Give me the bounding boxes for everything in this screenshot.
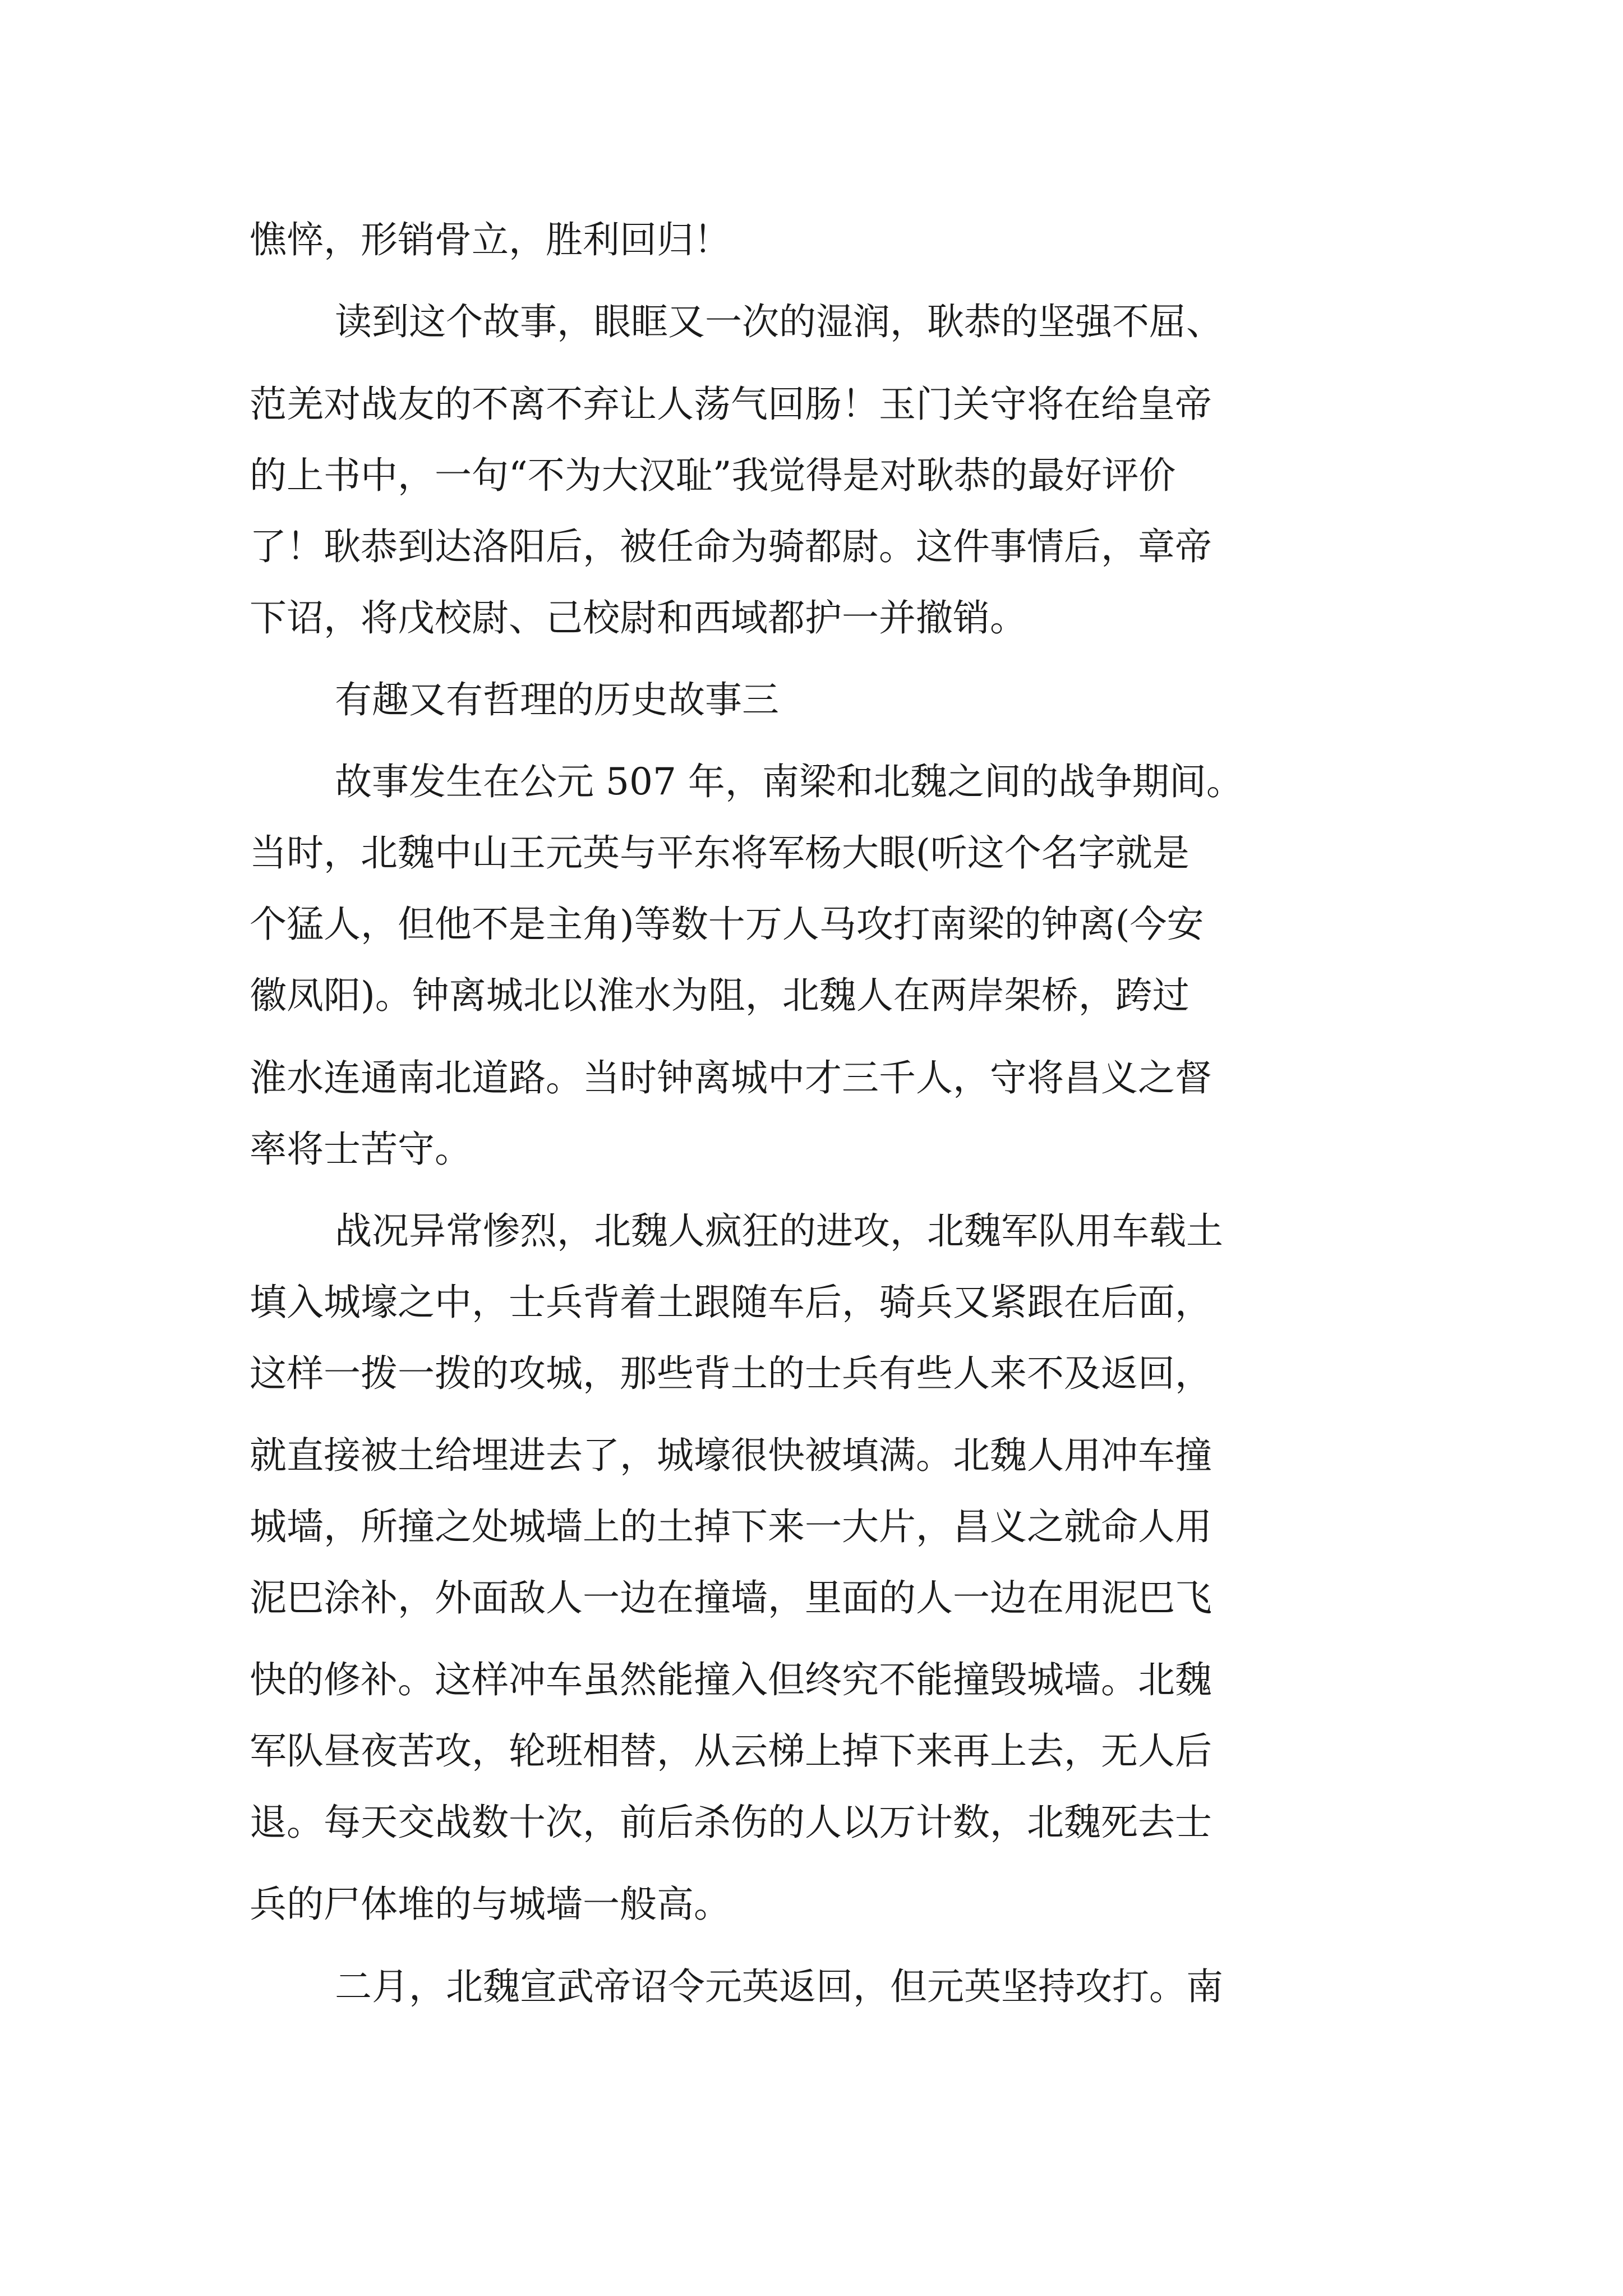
text-line: 徽凤阳)。钟离城北以淮水为阻，北魏人在两岸架桥，跨过	[250, 974, 1189, 1017]
text-line: 憔悴，形销骨立，胜利回归！	[250, 218, 731, 261]
text-line: 泥巴涂补，外面敌人一边在撞墙，里面的人一边在用泥巴飞	[250, 1576, 1212, 1619]
text-line: 范羌对战友的不离不弃让人荡气回肠！玉门关守将在给皇帝	[250, 383, 1212, 426]
text-line: 下诏，将戊校尉、己校尉和西域都护一并撤销。	[250, 596, 1027, 639]
text-line: 率将士苦守。	[250, 1128, 472, 1171]
text-line: 二月，北魏宣武帝诏令元英返回，但元英坚持攻打。南	[335, 1965, 1223, 2008]
section-heading: 有趣又有哲理的历史故事三	[335, 678, 779, 721]
text-line: 这样一拨一拨的攻城，那些背土的士兵有些人来不及返回，	[250, 1352, 1212, 1395]
text-line: 淮水连通南北道路。当时钟离城中才三千人，守将昌义之督	[250, 1056, 1212, 1099]
text-line: 城墙，所撞之处城墙上的土掉下来一大片，昌义之就命人用	[250, 1505, 1212, 1548]
text-line: 兵的尸体堆的与城墙一般高。	[250, 1883, 731, 1926]
text-line: 军队昼夜苦攻，轮班相替，从云梯上掉下来再上去，无人后	[250, 1729, 1212, 1773]
text-line: 退。每天交战数十次，前后杀伤的人以万计数，北魏死去士	[250, 1801, 1212, 1844]
text-line: 的上书中，一句“不为大汉耻”我觉得是对耿恭的最好评价	[250, 454, 1176, 497]
text-line: 快的修补。这样冲车虽然能撞入但终究不能撞毁城墙。北魏	[250, 1658, 1212, 1701]
text-line: 战况异常惨烈，北魏人疯狂的进攻，北魏军队用车载土	[335, 1209, 1223, 1253]
text-line: 就直接被土给埋进去了，城壕很快被填满。北魏人用冲车撞	[250, 1434, 1212, 1477]
text-line: 读到这个故事，眼眶又一次的湿润，耿恭的坚强不屈、	[335, 300, 1223, 343]
text-line: 当时，北魏中山王元英与平东将军杨大眼(听这个名字就是	[250, 831, 1189, 875]
text-line: 故事发生在公元 507 年，南梁和北魏之间的战争期间。	[335, 760, 1243, 803]
text-line: 个猛人，但他不是主角)等数十万人马攻打南梁的钟离(今安	[250, 903, 1204, 946]
text-line: 填入城壕之中，士兵背着土跟随车后，骑兵又紧跟在后面，	[250, 1281, 1212, 1324]
text-line: 了！耿恭到达洛阳后，被任命为骑都尉。这件事情后，章帝	[250, 525, 1212, 568]
